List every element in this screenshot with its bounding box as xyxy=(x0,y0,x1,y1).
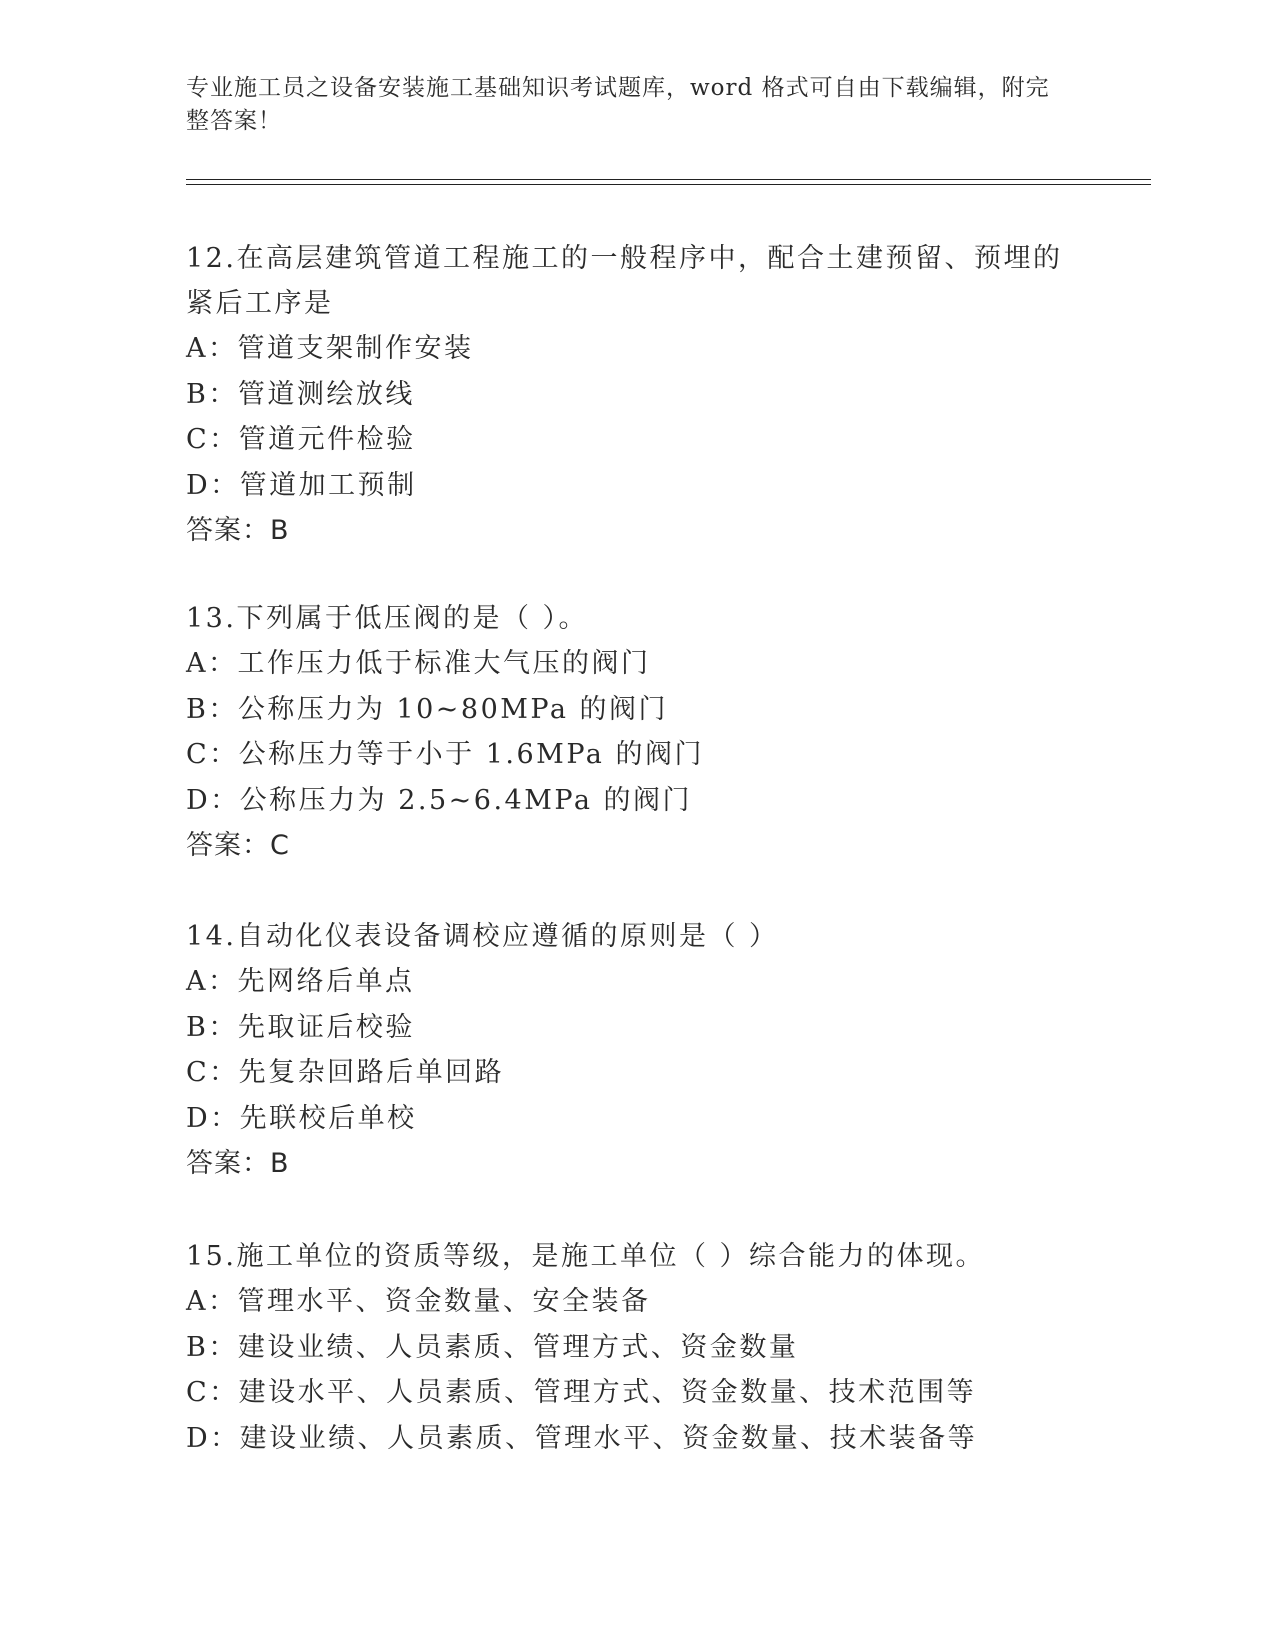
option-d: D：建设业绩、人员素质、管理水平、资金数量、技术装备等 xyxy=(186,1422,978,1454)
option-a: A：管道支架制作安装 xyxy=(186,333,474,364)
question-13 xyxy=(186,596,1086,869)
option-d: D：公称压力为 2.5~6.4MPa 的阀门 xyxy=(186,784,693,816)
option-c: C：管道元件检验 xyxy=(186,424,416,455)
question-14 xyxy=(186,914,1086,1187)
header-divider-bottom xyxy=(186,184,1151,185)
option-d: D：管道加工预制 xyxy=(186,469,417,501)
option-b: B：管道测绘放线 xyxy=(186,378,415,410)
question-12 xyxy=(186,236,1086,554)
option-b: B：建设业绩、人员素质、管理方式、资金数量 xyxy=(186,1331,799,1363)
option-c: C：建设水平、人员素质、管理方式、资金数量、技术范围等 xyxy=(186,1377,977,1408)
option-b: B：先取证后校验 xyxy=(186,1011,415,1043)
question-15 xyxy=(186,1234,1086,1461)
document-header: 专业施工员之设备安装施工基础知识考试题库，word 格式可自由下载编辑，附完整答案！ xyxy=(186,75,1050,134)
option-a: A：先网络后单点 xyxy=(186,966,415,997)
option-a: A：管理水平、资金数量、安全装备 xyxy=(186,1286,651,1317)
option-d: D：先联校后单校 xyxy=(186,1102,417,1134)
option-c: C：先复杂回路后单回路 xyxy=(186,1057,505,1088)
answer-line: 答案：B xyxy=(186,515,290,546)
option-b: B：公称压力为 10~80MPa 的阀门 xyxy=(186,693,669,725)
question-stem: 12.在高层建筑管道工程施工的一般程序中，配合土建预留、预埋的紧后工序是 xyxy=(186,243,1063,319)
answer-line: 答案：C xyxy=(186,830,290,861)
question-stem: 13.下列属于低压阀的是（ ）。 xyxy=(186,603,589,634)
option-a: A：工作压力低于标准大气压的阀门 xyxy=(186,648,651,679)
option-c: C：公称压力等于小于 1.6MPa 的阀门 xyxy=(186,739,704,770)
question-stem: 15.施工单位的资质等级，是施工单位（ ）综合能力的体现。 xyxy=(186,1241,986,1272)
answer-line: 答案：B xyxy=(186,1148,290,1179)
question-stem: 14.自动化仪表设备调校应遵循的原则是（ ） xyxy=(186,921,779,952)
header-divider-top xyxy=(186,179,1151,180)
